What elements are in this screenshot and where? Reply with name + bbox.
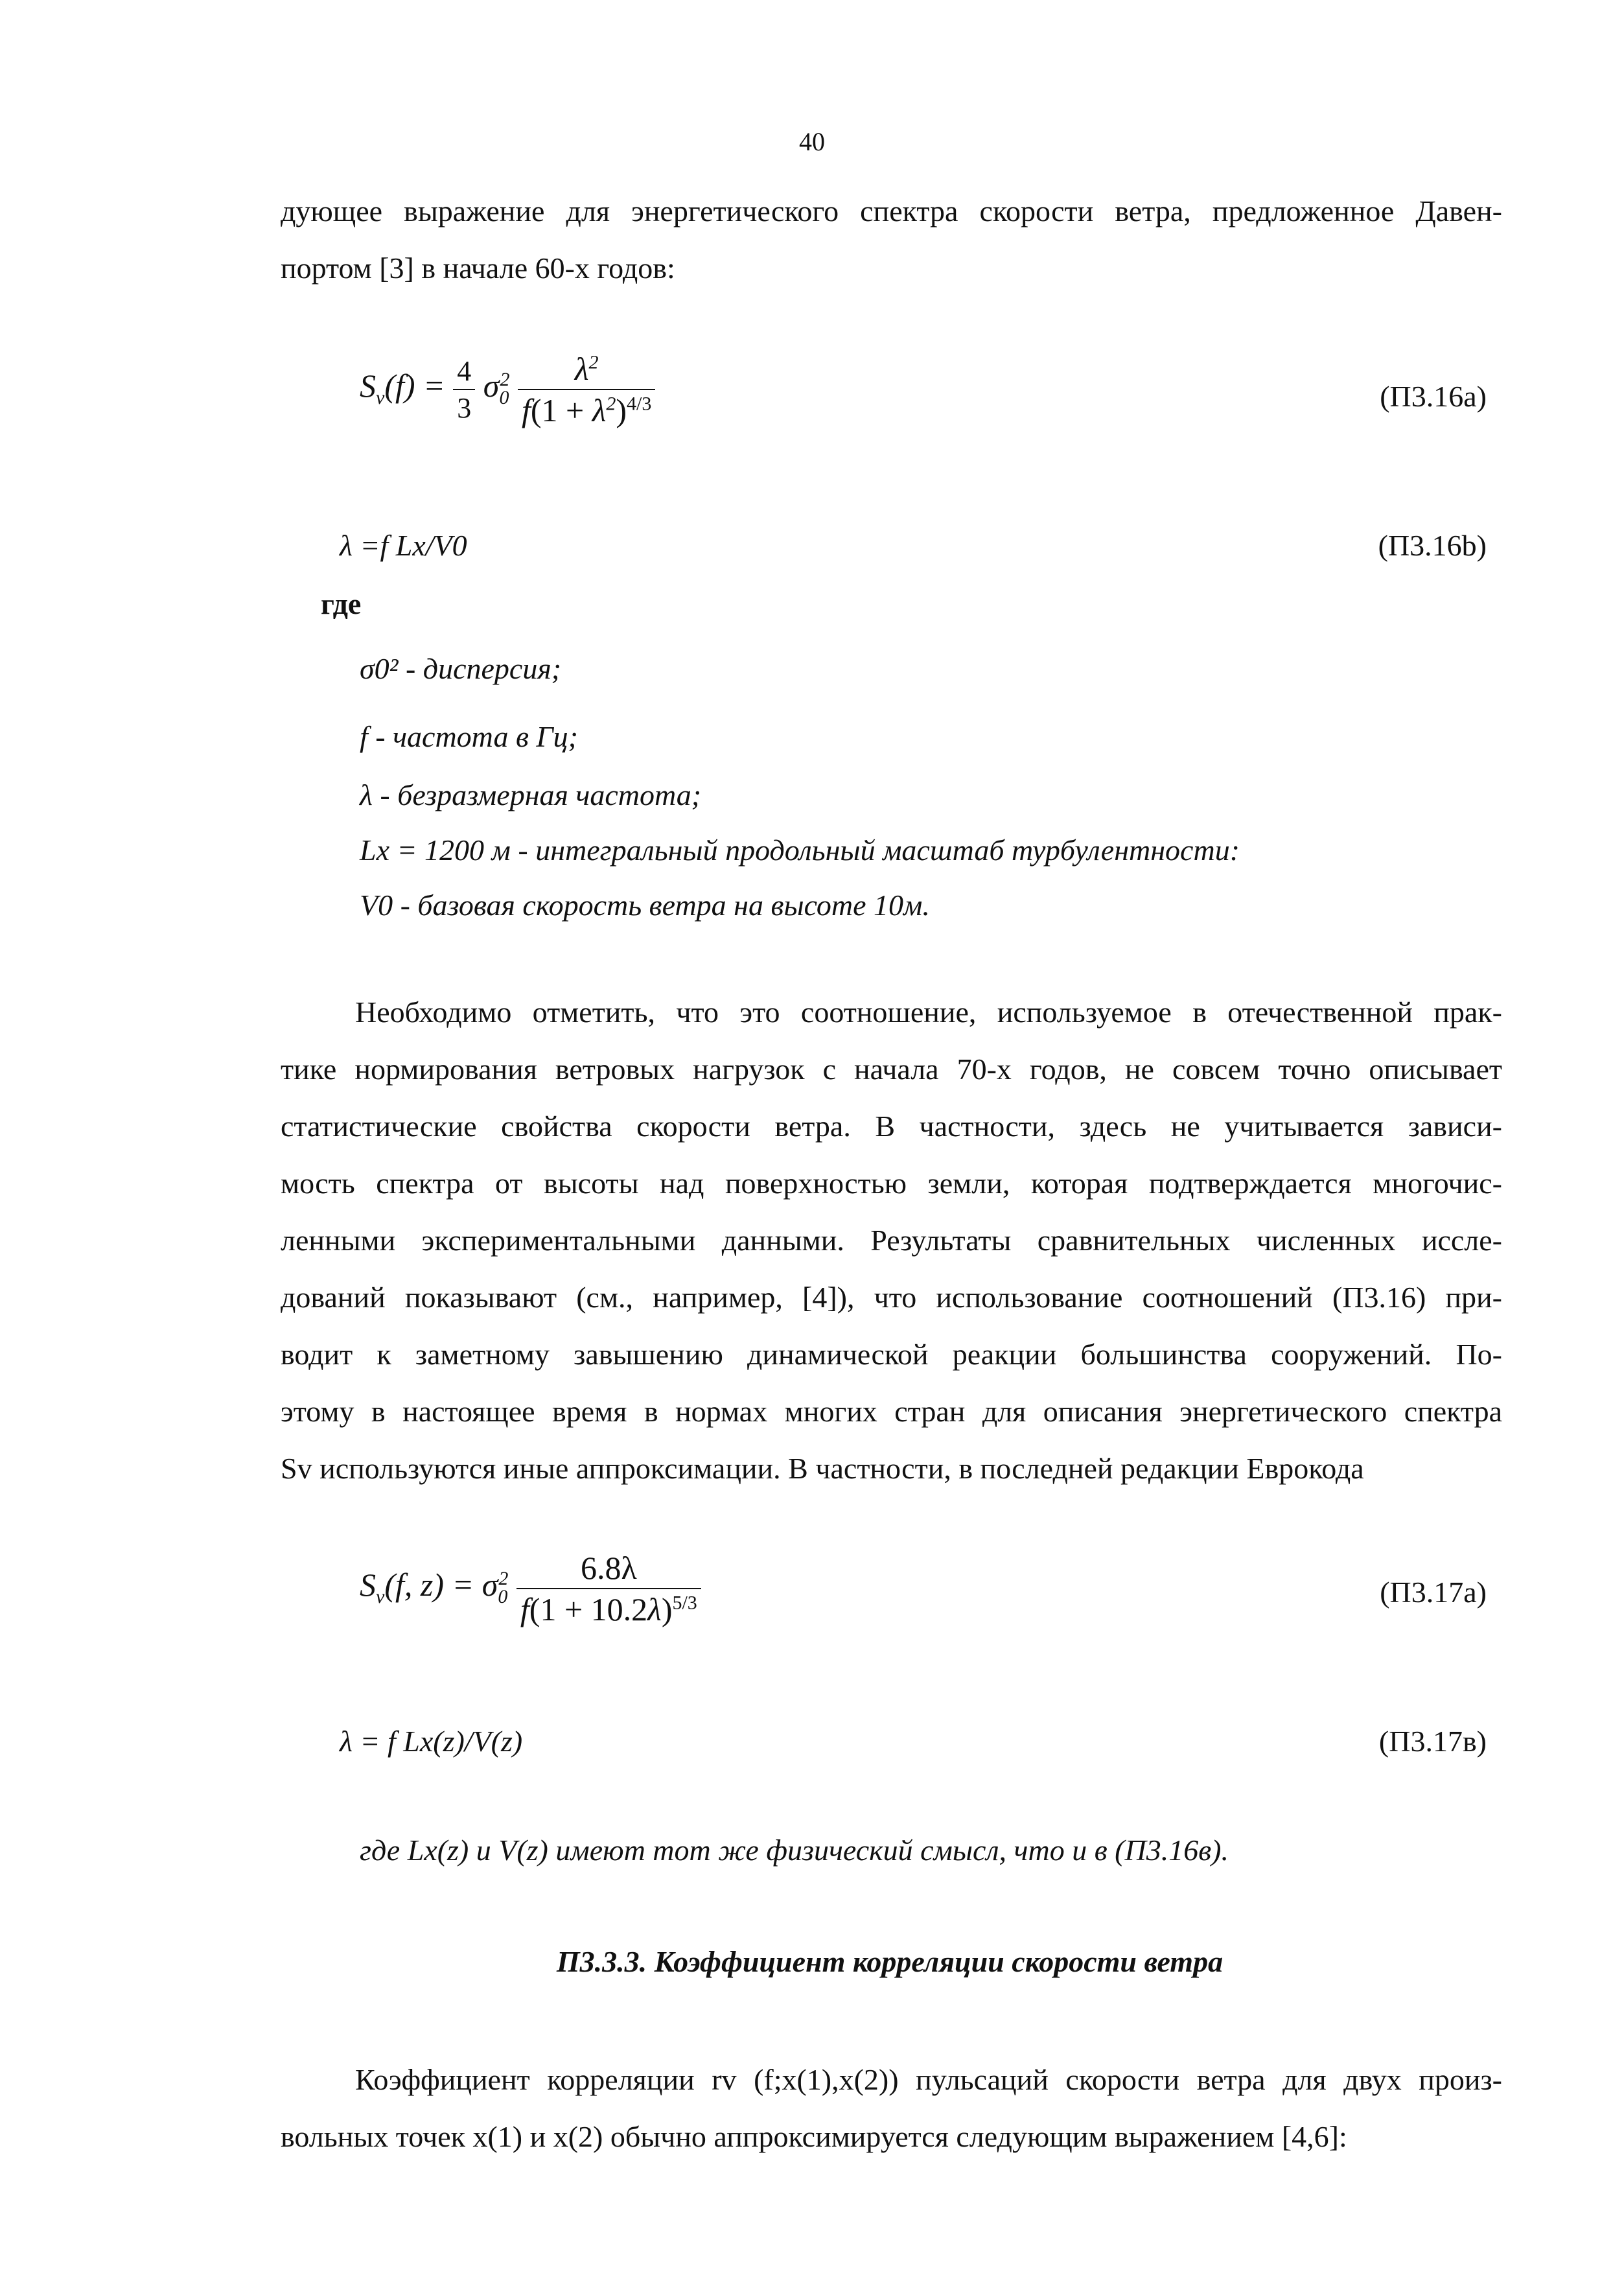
equation-16b-number: (П3.16b) bbox=[1378, 529, 1487, 562]
main-paragraph-line-5: ленными экспериментальными данными. Результаты сравнительных численных иссле- bbox=[281, 1224, 1502, 1257]
equation-16b: λ =f Lx/V0 bbox=[340, 529, 467, 562]
main-paragraph-line-4: мость спектра от высоты над поверхностью земли, которая подтверждается многочис- bbox=[281, 1167, 1502, 1200]
correlation-paragraph-line-1: Коэффициент корреляции rv (f;x(1),x(2)) пульсаций скорости ветра для двух произ- bbox=[355, 2063, 1502, 2096]
main-paragraph-line-7: водит к заметному завышению динамической реакции большинства сооружений. По- bbox=[281, 1338, 1502, 1371]
where-note: где Lx(z) и V(z) имеют тот же физический смысл, что и в (П3.16в). bbox=[360, 1834, 1229, 1867]
equation-17b: λ = f Lx(z)/V(z) bbox=[340, 1725, 523, 1758]
main-paragraph-line-1: Необходимо отметить, что это соотношение, используемое в отечественной прак- bbox=[355, 996, 1502, 1029]
equation-16a: $S_v(f)$ = $\frac{4}{3}$ $\sigma_0^2$ $\frac{\lambda^2}{f(1 + \lambda^2)^{4/3}}$ bbox=[360, 350, 655, 429]
main-paragraph-line-2: тике нормирования ветровых нагрузок с начала 70-х годов, не совсем точно описывает bbox=[281, 1053, 1502, 1086]
definition-dimensionless-frequency: λ - безразмерная частота; bbox=[360, 778, 702, 811]
section-heading: П3.3.3. Коэффициент корреляции скорости ветра bbox=[556, 1945, 1224, 1978]
equation-16a-number: (П3.16a) bbox=[1380, 380, 1487, 413]
definition-base-wind-speed: V0 - базовая скорость ветра на высоте 10м. bbox=[360, 889, 930, 922]
intro-line-2: портом [3] в начале 60-х годов: bbox=[281, 251, 675, 285]
correlation-paragraph-line-2: вольных точек x(1) и x(2) обычно аппроксимируется следующим выражением [4,6]: bbox=[281, 2120, 1347, 2153]
definition-frequency: f - частота в Гц; bbox=[360, 720, 578, 753]
equation-17a: $S_v(f$, $z) = \sigma_0^2$ $\frac{6.8\lambda}{f(1 + 10.2\lambda)^{5/3}}$ bbox=[360, 1549, 701, 1628]
equation-17b-number: (П3.17в) bbox=[1378, 1725, 1487, 1758]
main-paragraph-line-9: Sv используются иные аппроксимации. В частности, в последней редакции Еврокода bbox=[281, 1452, 1364, 1485]
main-paragraph-line-8: этому в настоящее время в нормах многих стран для описания энергетического спектра bbox=[281, 1395, 1502, 1428]
main-paragraph-line-3: статистические свойства скорости ветра. В частности, здесь не учитывается зависи- bbox=[281, 1110, 1502, 1143]
intro-line-1: дующее выражение для энергетического спектра скорости ветра, предложенное Давен- bbox=[281, 194, 1502, 227]
where-label: где bbox=[321, 587, 362, 620]
page-number: 40 bbox=[799, 127, 825, 156]
main-paragraph-line-6: дований показывают (см., например, [4]), что использование соотношений (П3.16) при- bbox=[281, 1281, 1502, 1314]
definition-variance: σ0² - дисперсия; bbox=[360, 652, 562, 685]
intro-paragraph bbox=[281, 183, 1502, 240]
definition-turbulence-scale: Lx = 1200 м - интегральный продольный масштаб турбулентности: bbox=[360, 833, 1240, 867]
equation-17a-number: (П3.17a) bbox=[1380, 1576, 1487, 1609]
